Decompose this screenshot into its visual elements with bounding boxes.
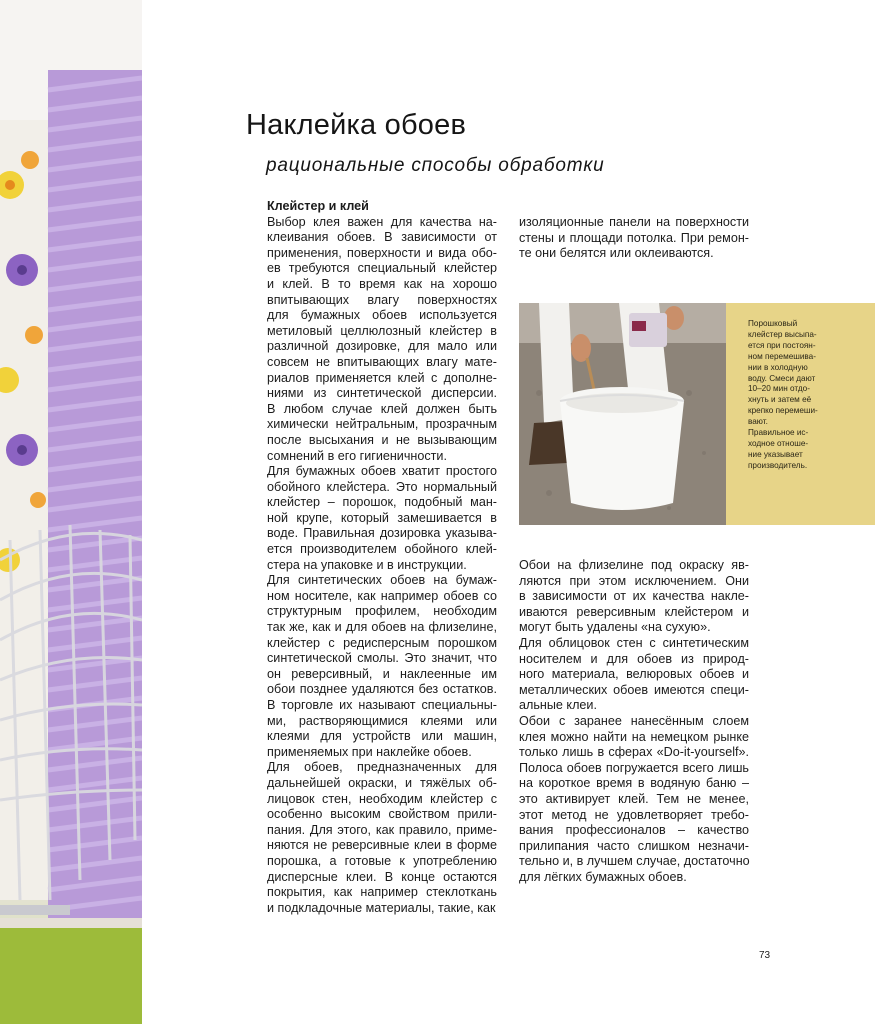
text-line: производитель. [748,460,808,470]
text-line: риалов применяется клей с дополне- [267,370,497,385]
text-line: впитывающих влагу поверхностях [267,292,497,307]
text-column-left [267,199,497,916]
text-line: няются не реверсивные клеи в форме [267,838,497,853]
section-heading: Клейстер и клей [267,199,369,213]
text-line: Выбор клея важен для качества на- [267,214,497,229]
text-line: применения, поверхности и вида обо- [267,245,497,260]
text-line: различной дозировке, для мало или [267,339,497,354]
body-text [519,215,749,262]
text-line: тельно и, в лучшем случае, достаточно [519,854,750,869]
text-line: ми, растворяющимися клеями или [267,713,497,728]
text-line: вания профессионалов – качество [519,823,749,838]
bucket-photo-illustration [519,303,726,525]
page-subtitle: рациональные способы обработки [266,155,605,176]
text-line: применяемых при наклейке обоев. [267,744,472,759]
text-line: стера на упаковке и в инструкции. [267,557,467,572]
text-line: ного материала, велюровых обоев и [519,667,749,682]
body-text [267,215,497,917]
text-line: ном носителе, как например обоев со [267,588,497,603]
text-line: лицовок стен, необходим клейстер с [267,791,497,806]
text-line: особенно высоким свойством прили- [267,807,497,822]
text-line: изоляционные панели на поверхности [519,215,749,229]
page-title: Наклейка обоев [246,109,467,141]
text-line: альные клеи. [519,698,597,713]
text-line: ниями из синтетической дисперсии. [267,386,497,401]
text-line: на короткое время в водяную баню – [519,776,749,791]
text-line: клейстер с редисперсным порошком [267,635,497,650]
text-line: клейстер высыпа- [748,329,817,339]
text-line: те они белятся или оклеиваются. [519,246,714,261]
text-line: носителем и для обоев из природ- [519,651,749,666]
text-line: химически нейтральным, прозрачным [267,417,497,432]
bucket-photo [519,303,726,525]
text-line: крепко перемеши- [748,406,818,416]
text-line: и подкладочные материалы, такие, как [267,900,496,915]
text-line: иваются реверсивным клейстером и [519,604,749,619]
text-line: В любом случае клей должен быть [267,401,497,416]
text-line: Обои на флизелине под окраску яв- [519,558,749,572]
text-line: этот метод не удовлетворяет требо- [519,807,749,822]
text-line: ется при постоян- [748,340,816,350]
text-line: синтетической смолы. Это значит, что [267,651,497,666]
text-line: ние указывает [748,449,803,459]
text-line: Порошковый [748,319,798,328]
text-line: Для обоев, предназначенных для [267,760,497,775]
text-line: ется производителем обойного клей- [267,542,497,557]
text-line: только лишь в сферах «Do-it-yourself». [519,745,749,760]
text-line: это активирует клей. Тем не менее, [519,791,749,806]
text-line: ев требуются специальный клейстер [267,261,497,276]
text-line: металлических обоев имеются специ- [519,682,749,697]
text-line: для лёгких бумажных обоев. [519,869,687,884]
text-line: ходное отноше- [748,438,809,448]
text-line: покрытия, как например стеклоткань [267,885,497,900]
text-line: могут быть удалены «на сухую». [519,620,711,635]
text-line: дальнейшей окраски, и тяжёлых об- [267,775,497,790]
text-line: дисперсные клеи. В конце остаются [267,869,497,884]
text-line: и клей. В то время как на хорошо [267,276,497,291]
text-line: обои позднее удаляются без остатков. [267,682,497,697]
text-line: совсем не впитывающих влагу мате- [267,354,497,369]
text-line: в зависимости от их качества накле- [519,589,749,604]
text-column-right-top [519,215,749,262]
text-line: нии в холодную [748,362,808,372]
text-line: пания. Для этого, как правило, приме- [267,822,497,837]
interior-photo [0,0,142,1024]
text-line: для бумажных обоев используется [267,308,497,323]
text-line: обойного клейстера. Это нормальный [267,479,497,494]
text-line: сомнений в его гигиеничности. [267,448,447,463]
text-line: так же, как и для обоев на флизелине, [267,620,497,635]
text-line: ном перемешива- [748,351,816,361]
text-line: стены и площади потолка. При ремон- [519,230,749,245]
text-line: после высыхания и не вызывающим [267,432,497,447]
text-line: клеями для устройств или машин, [267,729,497,744]
text-line: воде. Правильная дозировка указыва- [267,526,497,541]
text-line: Для облицовок стен с синтетическим [519,635,749,650]
text-line: В торговле их называют специальны- [267,698,497,712]
body-text [519,558,749,885]
text-line: ляются при этом исключением. Они [519,573,749,588]
text-line: прилипания часто слишком незначи- [519,838,749,853]
text-line: Для бумажных обоев хватит простого [267,464,497,479]
interior-photo-illustration [0,0,142,1024]
text-line: ной крупе, который замешивается в [267,510,497,525]
text-line: порошка, а готовые к употреблению [267,853,497,868]
text-line: структурным профилем, необходим [267,604,497,619]
text-line: клейстер – порошок, подобный ман- [267,495,497,510]
text-line: 10–20 мин отдо- [748,384,810,394]
text-line: клея можно найти на немецком рынке [519,729,749,744]
text-line: Обои с заранее нанесённым слоем [519,713,749,728]
photo-caption [748,319,848,472]
text-line: Полоса обоев погружается всего лишь [519,760,749,775]
text-line: метиловый целлюлозный клейстер в [267,323,497,338]
text-line: клеивания обоев. В зависимости от [267,230,497,245]
text-line: вают. [748,417,768,427]
text-line: Для синтетических обоев на бумаж- [267,573,497,588]
text-line: воду. Смеси дают [748,373,816,383]
text-line: Правильное ис- [748,428,809,438]
text-line: хнуть и затем её [748,395,812,405]
text-column-right-bottom [519,558,749,885]
text-line: он реверсивный, и наклеенные им [267,666,497,681]
page-number: 73 [759,950,771,961]
